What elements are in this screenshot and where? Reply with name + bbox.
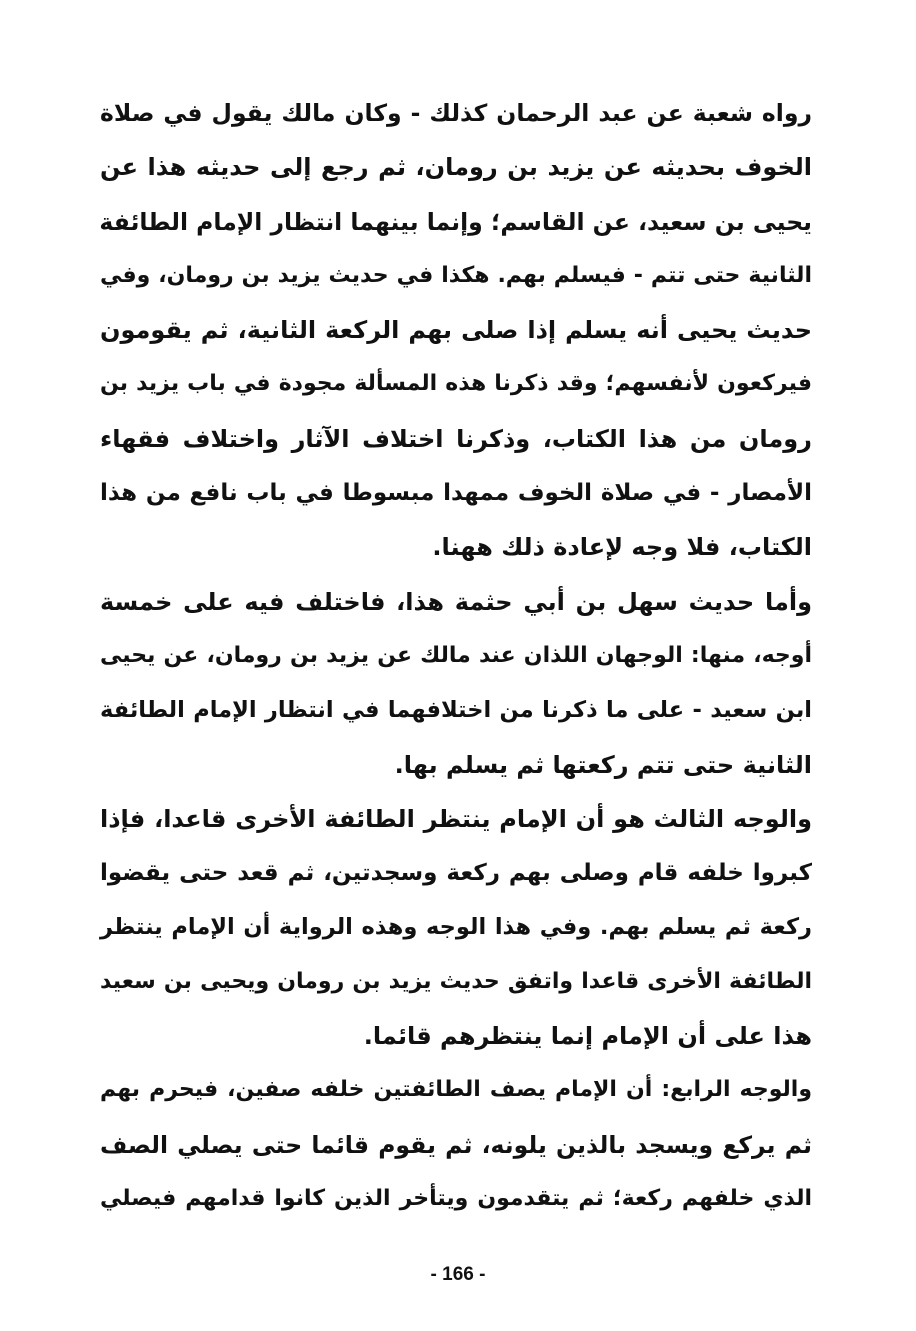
text-line-2: الخوف بحديثه عن يزيد بن رومان، ثم رجع إلى حديثه هذا عن	[100, 153, 812, 182]
text-line-3: يحيى بن سعيد، عن القاسم؛ وإنما بينهما انتظار الإمام الطائفة	[99, 207, 812, 236]
text-line-4: الثانية حتى تتم - فيسلم بهم. هكذا في حديث يزيد بن رومان، وفي	[100, 262, 812, 288]
text-line-6: فيركعون لأنفسهم؛ وقد ذكرنا هذه المسألة مجودة في باب يزيد بن	[100, 371, 812, 397]
text-line-11: أوجه، منها: الوجهان اللذان عند مالك عن يزيد بن رومان، عن يحيى	[100, 642, 812, 668]
text-line-15: كبروا خلفه قام وصلى بهم ركعة وسجدتين، ثم قعد حتى يقضوا	[100, 860, 812, 887]
page-number: - 166 -	[430, 1264, 486, 1285]
text-line-20: ثم يركع ويسجد بالذين يلونه، ثم يقوم قائما حتى يصلي الصف	[100, 1130, 812, 1159]
body-text	[100, 86, 812, 1226]
text-line-17: الطائفة الأخرى قاعدا واتفق حديث يزيد بن رومان ويحيى بن سعيد	[100, 968, 812, 994]
text-line-18: هذا على أن الإمام إنما ينتظرهم قائما.	[363, 1022, 812, 1051]
text-line-8: الأمصار - في صلاة الخوف ممهدا مبسوطا في باب نافع من هذا	[100, 480, 812, 507]
text-line-12: ابن سعيد - على ما ذكرنا من اختلافهما في انتظار الإمام الطائفة	[100, 697, 812, 724]
text-line-13: الثانية حتى تتم ركعتها ثم يسلم بها.	[394, 750, 812, 779]
text-line-7: رومان من هذا الكتاب، وذكرنا اختلاف الآثار واختلاف فقهاء	[100, 424, 812, 453]
text-line-16: ركعة ثم يسلم بهم. وفي هذا الوجه وهذه الرواية أن الإمام ينتظر	[100, 914, 812, 941]
text-line-14: والوجه الثالث هو أن الإمام ينتظر الطائفة الأخرى قاعدا، فإذا	[100, 804, 812, 833]
text-line-21: الذي خلفهم ركعة؛ ثم يتقدمون ويتأخر الذين كانوا قدامهم فيصلي	[100, 1185, 812, 1211]
text-line-5: حديث يحيى أنه يسلم إذا صلى بهم الركعة الثانية، ثم يقومون	[100, 316, 812, 345]
text-line-9: الكتاب، فلا وجه لإعادة ذلك ههنا.	[432, 533, 812, 562]
text-line-10: وأما حديث سهل بن أبي حثمة هذا، فاختلف فيه على خمسة	[100, 587, 812, 616]
text-line-19: والوجه الرابع: أن الإمام يصف الطائفتين خلفه صفين، فيحرم بهم	[100, 1077, 812, 1103]
text-line-1: رواه شعبة عن عبد الرحمان كذلك - وكان مالك يقول في صلاة	[100, 99, 812, 127]
